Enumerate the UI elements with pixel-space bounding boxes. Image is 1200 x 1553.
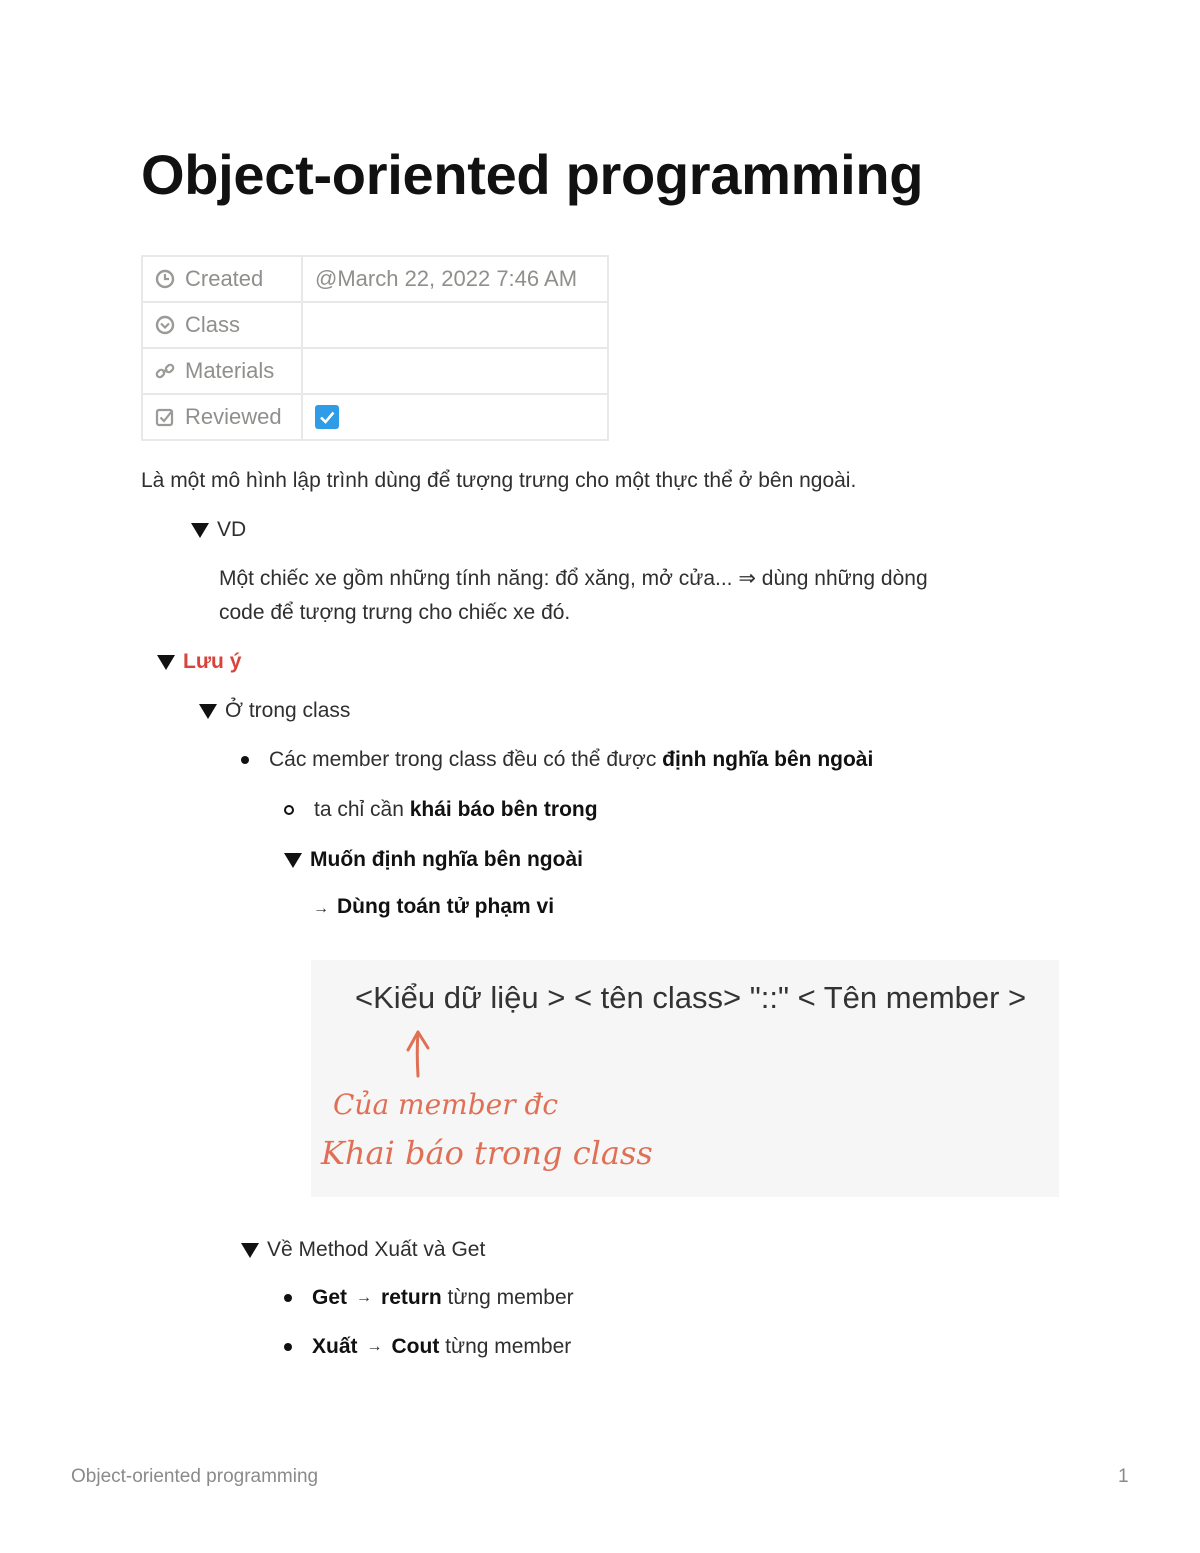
toggle-triangle-icon[interactable] [241,1243,259,1258]
toggle-luu-y[interactable] [157,650,241,674]
sub-bullet-item [284,798,598,822]
bullet-ring-icon [284,805,294,815]
embedded-image [311,960,1059,1197]
bullet-dot-icon [241,756,249,764]
property-key: Class [185,312,241,337]
handwritten-annotation [311,960,1059,1197]
xuat-label: Xuất [312,1335,358,1358]
toggle-vd[interactable] [191,518,246,542]
bullet-item-get [284,1286,574,1310]
image-caption-text: <Kiểu dữ liệu > < tên class> "::" < Tên member > [355,980,1027,1015]
get-bold: return [381,1286,442,1309]
property-row-materials [142,348,608,394]
toggle-method[interactable] [241,1238,485,1262]
checkbox-icon [155,407,175,427]
reviewed-checkbox[interactable] [315,405,339,429]
bullet-dot-icon [284,1343,292,1351]
select-icon [155,315,175,335]
arrow-text: → [356,1289,373,1306]
handwriting-line-2: Khai báo trong class [321,1134,653,1172]
toggle-label: Về Method Xuất và Get [267,1238,486,1261]
get-label: Get [312,1286,348,1309]
get-rest: từng member [441,1286,574,1309]
property-key: Created [185,266,264,291]
bullet-dot-icon [284,1294,292,1302]
vd-text-line: Một chiếc xe gồm những tính năng: đổ xăng, mở cửa... ⇒ dùng những dòng [219,567,928,590]
bullet-text: Các member trong class đều có thể được [269,748,663,771]
bullet-bold-text: định nghĩa bên ngoài [662,748,874,771]
property-key: Materials [185,358,275,383]
toggle-triangle-icon[interactable] [191,523,209,538]
xuat-bold: Cout [391,1335,440,1358]
bullet-item [241,748,873,772]
bullet-bold-text: khái báo bên trong [409,798,598,821]
toggle-label: Muốn định nghĩa bên ngoài [310,848,583,871]
bullet-text: ta chỉ cần [314,798,410,821]
toggle-label: Lưu ý [183,650,242,673]
link-icon [155,361,175,381]
handwriting-line-1: Của member đc [333,1088,559,1121]
bullet-item-xuat [284,1335,571,1359]
property-key: Reviewed [185,404,282,429]
clock-icon [155,269,175,289]
toggle-in-class[interactable] [199,699,350,723]
property-row-class [142,302,608,348]
intro-paragraph: Là một mô hình lập trình dùng để tượng trưng cho một thực thể ở bên ngoài. [141,469,857,492]
check-icon [318,408,336,426]
vd-text-line: code để tượng trưng cho chiếc xe đó. [219,601,571,624]
xuat-rest: từng member [439,1335,572,1358]
toggle-triangle-icon[interactable] [284,853,302,868]
toggle-triangle-icon[interactable] [157,655,175,670]
toggle-label: VD [217,518,247,541]
page-title: Object-oriented programming [141,143,924,206]
property-row-created [142,256,608,302]
property-row-reviewed [142,394,608,440]
scope-text: Dùng toán tử phạm vi [337,895,555,918]
footer-page-number: 1 [1118,1466,1129,1487]
toggle-triangle-icon[interactable] [199,704,217,719]
toggle-label: Ở trong class [225,699,351,722]
footer-title: Object-oriented programming [71,1466,319,1487]
scope-operator-line [313,895,554,919]
toggle-define-outside[interactable] [284,848,583,872]
properties-table [141,255,609,441]
arrow-text: → [366,1338,383,1355]
arrow-text: → [313,900,329,917]
created-date-value[interactable]: @March 22, 2022 7:46 AM [315,266,578,291]
